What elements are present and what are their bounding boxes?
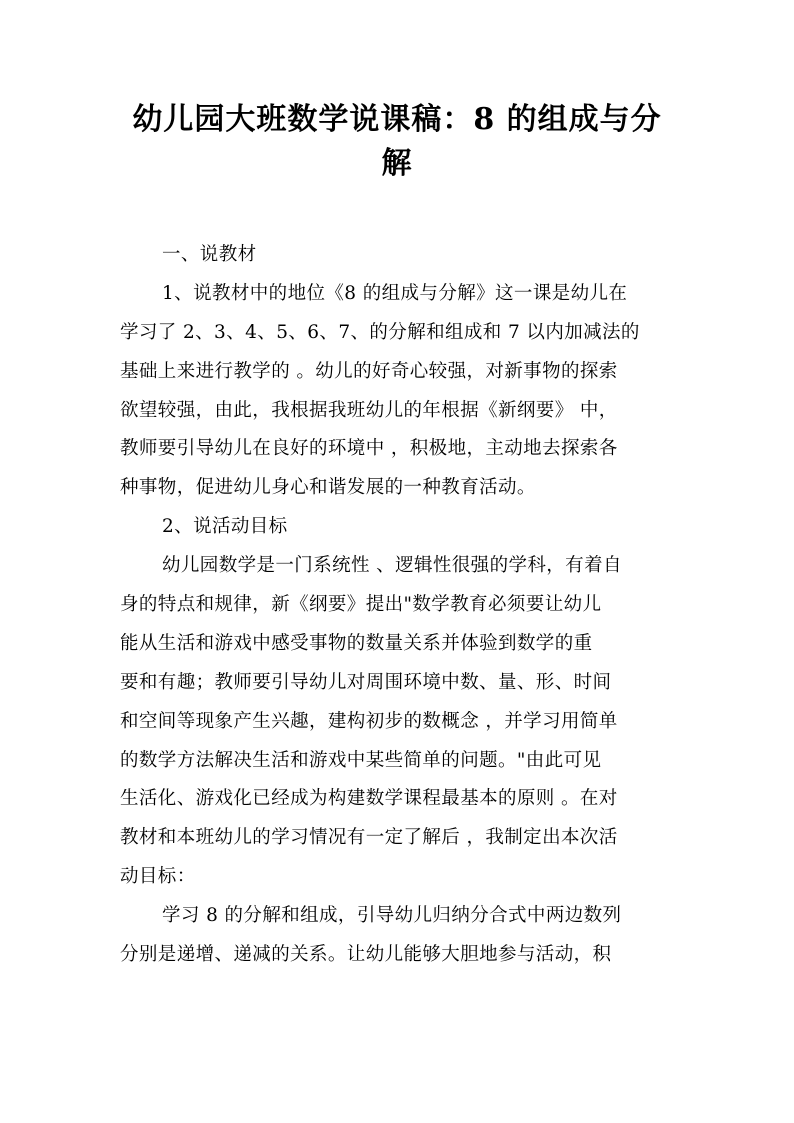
body-text-line: 学习 8 的分解和组成，引导幼儿归纳分合式中两边数列	[162, 905, 622, 927]
body-text-line: 幼儿园数学是一门系统性 、逻辑性很强的学科，有着自	[162, 555, 622, 577]
title-line: 解	[381, 146, 413, 181]
body-text-line: 基础上来进行教学的 。幼儿的好奇心较强，对新事物的探索	[120, 360, 618, 382]
body-text-line: 欲望较强，由此，我根据我班幼儿的年根据《新纲要》 中，	[120, 399, 618, 421]
body-text-line: 和空间等现象产生兴趣，建构初步的数概念 ，并学习用简单	[120, 710, 618, 732]
body-text-line: 分别是递增、递减的关系。让幼儿能够大胆地参与活动，积	[120, 944, 612, 966]
body-text-line: 的数学方法解决生活和游戏中某些简单的问题。"由此可见	[120, 749, 602, 771]
body-text-line: 一、说教材	[162, 244, 257, 265]
body-text-line: 能从生活和游戏中感受事物的数量关系并体验到数学的重	[120, 632, 593, 654]
body-text-line: 动目标：	[120, 866, 196, 888]
document-body	[120, 236, 690, 975]
body-text-line: 教材和本班幼儿的学习情况有一定了解后 ，我制定出本次活	[120, 827, 618, 849]
body-text-line: 生活化、游戏化已经成为构建数学课程最基本的原则 。在对	[120, 788, 618, 810]
body-text-line: 要和有趣；教师要引导幼儿对周围环境中数、量、形、时间	[120, 671, 612, 693]
body-text-line: 学习了 2、3、4、5、6、7、的分解和组成和 7 以内加减法的	[120, 321, 640, 343]
body-text-line: 教师要引导幼儿在良好的环境中 ，积极地，主动地去探索各	[120, 438, 618, 460]
body-text-line: 身的特点和规律，新《纲要》提出"数学教育必须要让幼儿	[120, 594, 602, 616]
body-text-line: 2、说活动目标	[162, 516, 288, 538]
body-text-line: 1、说教材中的地位《8 的组成与分解》这一课是幼儿在	[162, 282, 628, 304]
body-text-line: 种事物，促进幼儿身心和谐发展的一种教育活动。	[120, 477, 536, 499]
title-line: 幼儿园大班数学说课稿：8 的组成与分	[132, 102, 662, 137]
document-title	[110, 98, 684, 186]
